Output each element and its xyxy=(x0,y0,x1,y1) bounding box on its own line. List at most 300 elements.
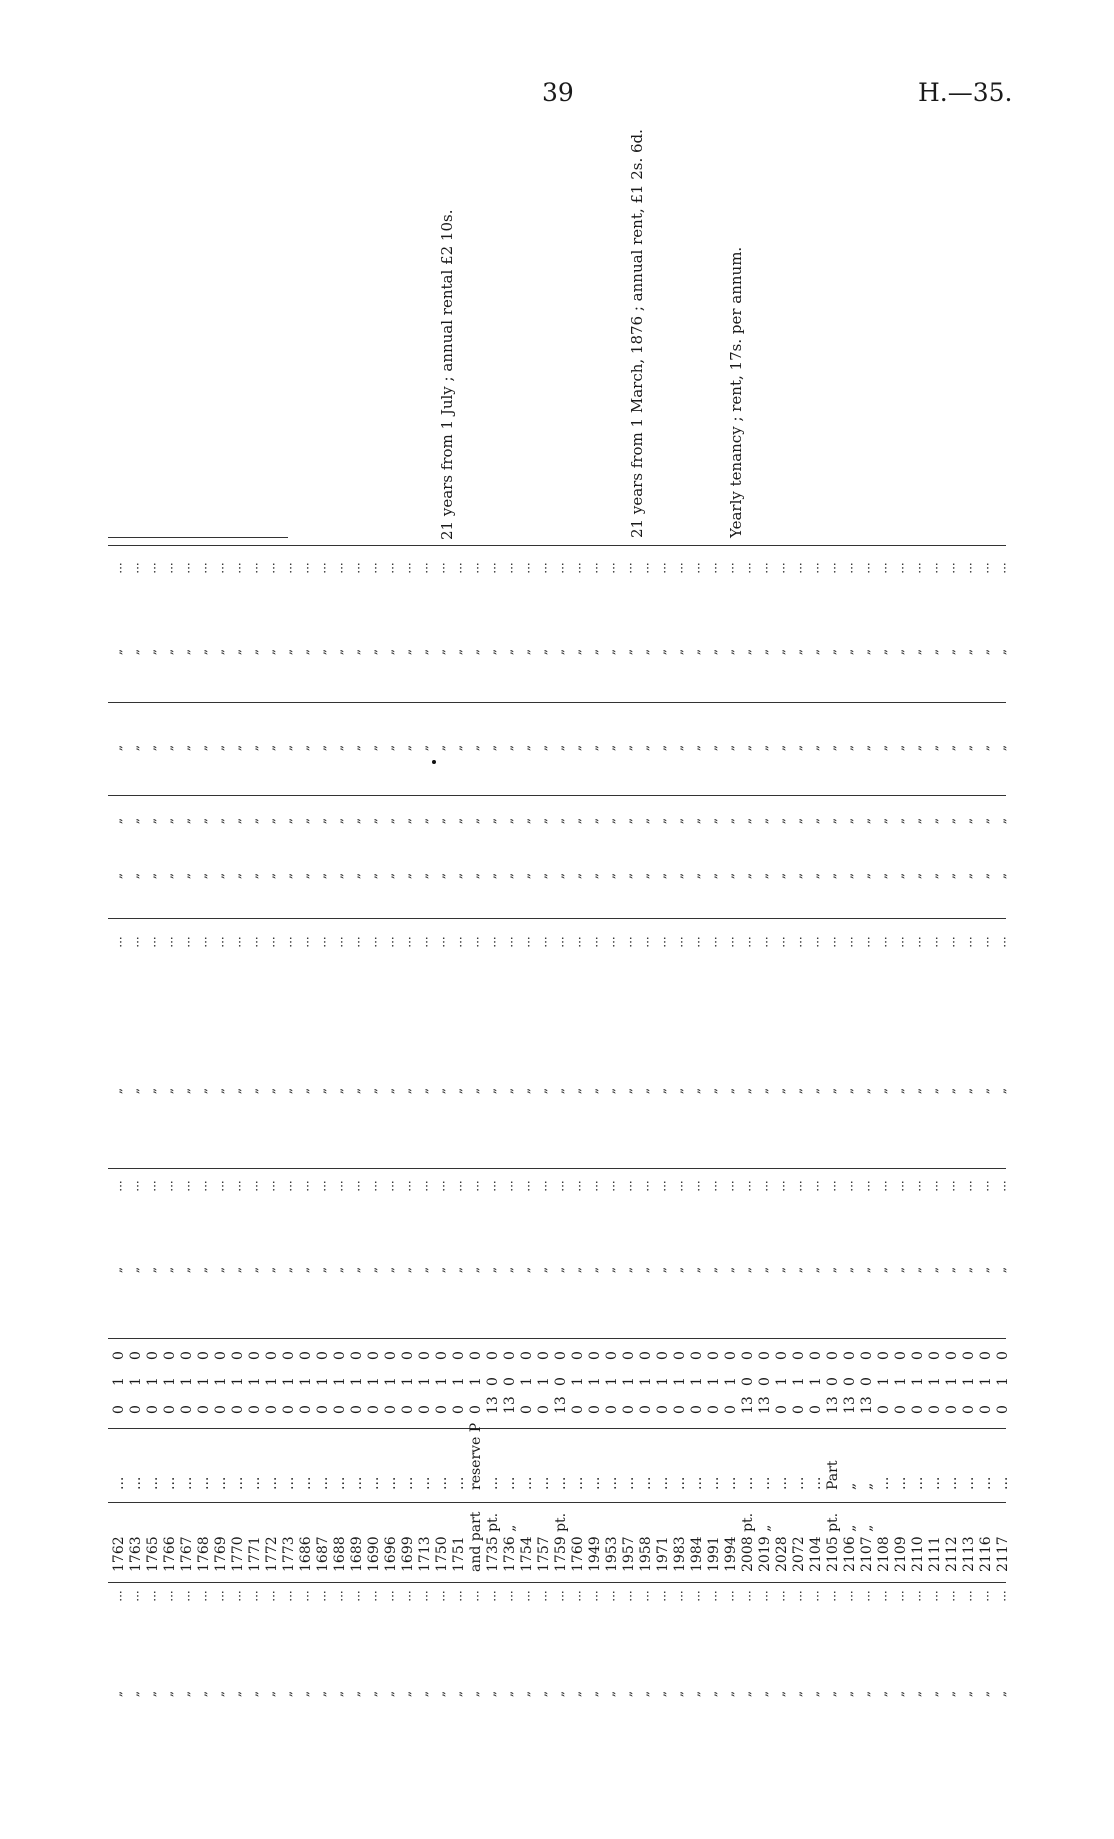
ditto-mark: „ xyxy=(195,1690,210,1698)
area-perches: 0 xyxy=(247,1405,263,1414)
area-perches: 0 xyxy=(451,1405,467,1414)
area-acres: 1 xyxy=(230,1377,246,1386)
dots-cell: ... xyxy=(110,1590,125,1602)
area-perches: 13 xyxy=(859,1396,875,1414)
dots-cell: ... xyxy=(824,562,839,574)
ditto-mark: „ xyxy=(280,1087,295,1095)
dots-cell: ... xyxy=(501,1180,516,1192)
ditto-mark: „ xyxy=(637,872,652,880)
ditto-mark: „ xyxy=(144,1690,159,1698)
ditto-mark: „ xyxy=(212,872,227,880)
dots-cell: ... xyxy=(977,1180,992,1192)
ditto-mark: „ xyxy=(246,817,261,825)
dots-cell: ... xyxy=(756,1590,771,1602)
dots-cell: ... xyxy=(365,936,380,948)
ditto-mark: „ xyxy=(637,744,652,752)
ditto-mark: „ xyxy=(756,817,771,825)
ditto-mark: „ xyxy=(705,872,720,880)
dots-cell: ... xyxy=(518,936,533,948)
area-perches: 0 xyxy=(604,1405,620,1414)
ditto-mark: „ xyxy=(892,1087,907,1095)
ditto-mark: „ xyxy=(807,1266,822,1274)
ditto-mark: „ xyxy=(535,744,550,752)
section-number: 2107 „ xyxy=(859,1524,875,1572)
section-number: 2106 „ xyxy=(842,1524,858,1572)
ditto-mark: „ xyxy=(552,872,567,880)
ditto-mark: „ xyxy=(280,1690,295,1698)
ditto-mark: „ xyxy=(110,1266,125,1274)
ditto-mark: „ xyxy=(467,1087,482,1095)
lease-note-c: Yearly tenancy ; rent, 17s. per annum. xyxy=(727,246,745,538)
dots-cell: ... xyxy=(416,1180,431,1192)
dots-cell: ... xyxy=(722,936,737,948)
ditto-mark: „ xyxy=(875,817,890,825)
qualifier-cell: ... xyxy=(638,1476,654,1490)
ditto-mark: „ xyxy=(195,1266,210,1274)
ditto-mark: „ xyxy=(824,1690,839,1698)
qualifier-cell: ... xyxy=(400,1476,416,1490)
section-number: 1766 xyxy=(162,1536,178,1572)
ditto-mark: „ xyxy=(246,744,261,752)
ditto-mark: „ xyxy=(212,1690,227,1698)
qualifier-cell: ... xyxy=(162,1476,178,1490)
ditto-mark: „ xyxy=(943,872,958,880)
area-acres: 1 xyxy=(944,1377,960,1386)
dots-cell: ... xyxy=(841,562,856,574)
ditto-mark: „ xyxy=(212,1266,227,1274)
ditto-mark: „ xyxy=(297,744,312,752)
dots-cell: ... xyxy=(569,1180,584,1192)
ditto-mark: „ xyxy=(773,648,788,656)
ditto-mark: „ xyxy=(705,1087,720,1095)
dots-cell: ... xyxy=(790,936,805,948)
ditto-mark: „ xyxy=(399,872,414,880)
ditto-mark: „ xyxy=(807,1087,822,1095)
dots-cell: ... xyxy=(484,562,499,574)
ditto-mark: „ xyxy=(688,817,703,825)
ditto-mark: „ xyxy=(212,648,227,656)
dots-cell: ... xyxy=(892,1590,907,1602)
area-roods: 0 xyxy=(791,1351,807,1360)
area-roods: 0 xyxy=(910,1351,926,1360)
ditto-mark: „ xyxy=(994,744,1009,752)
qualifier-cell: ... xyxy=(145,1476,161,1490)
ditto-mark: „ xyxy=(620,1690,635,1698)
dots-cell: ... xyxy=(603,1590,618,1602)
ditto-mark: „ xyxy=(586,1266,601,1274)
area-perches: 0 xyxy=(927,1405,943,1414)
ditto-mark: „ xyxy=(909,817,924,825)
section-number: 1687 xyxy=(315,1536,331,1572)
ditto-mark: „ xyxy=(841,872,856,880)
dots-cell: ... xyxy=(501,936,516,948)
section-number: 1765 xyxy=(145,1536,161,1572)
ditto-mark: „ xyxy=(994,1266,1009,1274)
area-perches: 0 xyxy=(961,1405,977,1414)
area-perches: 0 xyxy=(978,1405,994,1414)
ditto-mark: „ xyxy=(161,817,176,825)
ditto-mark: „ xyxy=(569,648,584,656)
ditto-mark: „ xyxy=(246,1266,261,1274)
dots-cell: ... xyxy=(654,562,669,574)
ditto-mark: „ xyxy=(314,648,329,656)
dots-cell: ... xyxy=(756,562,771,574)
ditto-mark: „ xyxy=(977,1266,992,1274)
dots-cell: ... xyxy=(501,562,516,574)
ditto-mark: „ xyxy=(365,872,380,880)
dots-cell: ... xyxy=(331,1590,346,1602)
qualifier-cell: ... xyxy=(706,1476,722,1490)
ditto-mark: „ xyxy=(518,648,533,656)
section-number: 1771 xyxy=(247,1536,263,1572)
ditto-mark: „ xyxy=(110,872,125,880)
ditto-mark: „ xyxy=(926,744,941,752)
ditto-mark: „ xyxy=(569,817,584,825)
dots-cell: ... xyxy=(297,936,312,948)
ditto-mark: „ xyxy=(501,872,516,880)
ditto-mark: „ xyxy=(688,872,703,880)
dots-cell: ... xyxy=(824,936,839,948)
area-roods: 0 xyxy=(196,1351,212,1360)
qualifier-cell: ... xyxy=(672,1476,688,1490)
ditto-mark: „ xyxy=(314,1690,329,1698)
section-number: 1686 xyxy=(298,1536,314,1572)
dots-cell: ... xyxy=(960,936,975,948)
qualifier-cell: Part xyxy=(825,1460,841,1490)
qualifier-cell: ... xyxy=(587,1476,603,1490)
dots-cell: ... xyxy=(671,936,686,948)
ditto-mark: „ xyxy=(960,872,975,880)
ditto-mark: „ xyxy=(688,648,703,656)
area-acres: 1 xyxy=(332,1377,348,1386)
dots-cell: ... xyxy=(399,1590,414,1602)
dots-cell: ... xyxy=(790,1590,805,1602)
ditto-mark: „ xyxy=(484,872,499,880)
section-number: 1763 xyxy=(128,1536,144,1572)
ditto-mark: „ xyxy=(178,648,193,656)
table-rule xyxy=(108,1502,1006,1503)
ditto-mark: „ xyxy=(195,648,210,656)
section-number: 1772 xyxy=(264,1536,280,1572)
qualifier-cell: ... xyxy=(519,1476,535,1490)
dots-cell: ... xyxy=(858,562,873,574)
ditto-mark: „ xyxy=(586,872,601,880)
area-perches: 0 xyxy=(366,1405,382,1414)
dots-cell: ... xyxy=(297,1590,312,1602)
area-roods: 0 xyxy=(145,1351,161,1360)
ditto-mark: „ xyxy=(654,648,669,656)
ditto-mark: „ xyxy=(603,744,618,752)
section-number: 2104 xyxy=(808,1536,824,1572)
ditto-mark: „ xyxy=(484,648,499,656)
dots-cell: ... xyxy=(246,562,261,574)
lease-note-a: 21 years from 1 July ; annual rental £2 10s. xyxy=(438,209,456,540)
section-number: 2117 xyxy=(995,1536,1011,1572)
dots-cell: ... xyxy=(654,936,669,948)
ditto-mark: „ xyxy=(297,1087,312,1095)
section-number: 1759 pt. xyxy=(553,1512,569,1572)
ditto-mark: „ xyxy=(263,1690,278,1698)
ditto-mark: „ xyxy=(484,1690,499,1698)
ditto-mark: „ xyxy=(467,872,482,880)
ditto-mark: „ xyxy=(671,648,686,656)
ditto-mark: „ xyxy=(501,744,516,752)
dots-cell: ... xyxy=(909,1180,924,1192)
ditto-mark: „ xyxy=(110,648,125,656)
area-acres: 1 xyxy=(893,1377,909,1386)
ditto-mark: „ xyxy=(603,648,618,656)
area-perches: 13 xyxy=(553,1396,569,1414)
ditto-mark: „ xyxy=(654,1266,669,1274)
ditto-mark: „ xyxy=(450,744,465,752)
dots-cell: ... xyxy=(586,1590,601,1602)
ditto-mark: „ xyxy=(637,1690,652,1698)
dots-cell: ... xyxy=(382,562,397,574)
ditto-mark: „ xyxy=(467,1266,482,1274)
dots-cell: ... xyxy=(484,936,499,948)
dots-cell: ... xyxy=(671,562,686,574)
area-acres: 1 xyxy=(383,1377,399,1386)
area-acres: 1 xyxy=(179,1377,195,1386)
ditto-mark: „ xyxy=(297,1266,312,1274)
ditto-mark: „ xyxy=(807,648,822,656)
area-acres: 1 xyxy=(298,1377,314,1386)
dots-cell: ... xyxy=(960,1590,975,1602)
ditto-mark: „ xyxy=(229,648,244,656)
ditto-mark: „ xyxy=(399,648,414,656)
ditto-mark: „ xyxy=(110,817,125,825)
dots-cell: ... xyxy=(773,562,788,574)
area-roods: 0 xyxy=(944,1351,960,1360)
dots-cell: ... xyxy=(586,936,601,948)
dots-cell: ... xyxy=(926,562,941,574)
area-perches: 13 xyxy=(740,1396,756,1414)
dots-cell: ... xyxy=(603,1180,618,1192)
ditto-mark: „ xyxy=(195,817,210,825)
ditto-mark: „ xyxy=(569,1266,584,1274)
dots-cell: ... xyxy=(807,1180,822,1192)
dots-cell: ... xyxy=(348,562,363,574)
ditto-mark: „ xyxy=(790,1266,805,1274)
ditto-mark: „ xyxy=(705,744,720,752)
ditto-mark: „ xyxy=(926,1266,941,1274)
ditto-mark: „ xyxy=(365,1087,380,1095)
dots-cell: ... xyxy=(688,1590,703,1602)
qualifier-cell: ... xyxy=(876,1476,892,1490)
dots-cell: ... xyxy=(246,1590,261,1602)
dots-cell: ... xyxy=(195,562,210,574)
ditto-mark: „ xyxy=(212,744,227,752)
dots-cell: ... xyxy=(637,562,652,574)
section-number: 1696 xyxy=(383,1536,399,1572)
ditto-mark: „ xyxy=(433,744,448,752)
dots-cell: ... xyxy=(433,1180,448,1192)
ditto-mark: „ xyxy=(841,648,856,656)
area-roods: 0 xyxy=(451,1351,467,1360)
ditto-mark: „ xyxy=(739,1087,754,1095)
area-roods: 0 xyxy=(927,1351,943,1360)
dots-cell: ... xyxy=(637,1180,652,1192)
dots-cell: ... xyxy=(739,936,754,948)
qualifier-cell: ... xyxy=(485,1476,501,1490)
section-number: 2112 xyxy=(944,1536,960,1572)
area-acres: 1 xyxy=(927,1377,943,1386)
ditto-mark: „ xyxy=(977,1690,992,1698)
area-roods: 0 xyxy=(502,1351,518,1360)
area-roods: 0 xyxy=(893,1351,909,1360)
area-perches: 0 xyxy=(638,1405,654,1414)
area-acres: 1 xyxy=(638,1377,654,1386)
area-roods: 0 xyxy=(315,1351,331,1360)
dots-cell: ... xyxy=(416,1590,431,1602)
area-roods: 0 xyxy=(383,1351,399,1360)
dots-cell: ... xyxy=(960,562,975,574)
ditto-mark: „ xyxy=(518,817,533,825)
qualifier-cell: ... xyxy=(383,1476,399,1490)
ditto-mark: „ xyxy=(416,1266,431,1274)
area-roods: 0 xyxy=(179,1351,195,1360)
area-roods: 0 xyxy=(247,1351,263,1360)
qualifier-cell: ... xyxy=(944,1476,960,1490)
ditto-mark: „ xyxy=(331,1690,346,1698)
ditto-mark: „ xyxy=(586,1087,601,1095)
ditto-mark: „ xyxy=(909,744,924,752)
ditto-mark: „ xyxy=(790,872,805,880)
dots-cell: ... xyxy=(790,1180,805,1192)
area-acres: 1 xyxy=(315,1377,331,1386)
area-perches: 0 xyxy=(128,1405,144,1414)
ditto-mark: „ xyxy=(722,1087,737,1095)
qualifier-cell: ... xyxy=(417,1476,433,1490)
ditto-mark: „ xyxy=(671,872,686,880)
dots-cell: ... xyxy=(501,1590,516,1602)
section-number: 1957 xyxy=(621,1536,637,1572)
ditto-mark: „ xyxy=(382,872,397,880)
dots-cell: ... xyxy=(178,936,193,948)
area-perches: 0 xyxy=(944,1405,960,1414)
area-perches: 0 xyxy=(808,1405,824,1414)
ditto-mark: „ xyxy=(365,817,380,825)
ditto-mark: „ xyxy=(909,648,924,656)
section-number: and part xyxy=(468,1511,484,1572)
dots-cell: ... xyxy=(994,1180,1009,1192)
dots-cell: ... xyxy=(246,936,261,948)
ditto-mark: „ xyxy=(807,872,822,880)
qualifier-cell: ... xyxy=(196,1476,212,1490)
section-number: 1767 xyxy=(179,1536,195,1572)
ditto-mark: „ xyxy=(841,744,856,752)
qualifier-cell: ... xyxy=(995,1476,1011,1490)
dots-cell: ... xyxy=(620,1180,635,1192)
dots-cell: ... xyxy=(756,936,771,948)
ditto-mark: „ xyxy=(756,1690,771,1698)
dots-cell: ... xyxy=(943,936,958,948)
ditto-mark: „ xyxy=(348,1690,363,1698)
ditto-mark: „ xyxy=(790,1690,805,1698)
ditto-mark: „ xyxy=(450,872,465,880)
ditto-mark: „ xyxy=(314,817,329,825)
dots-cell: ... xyxy=(263,936,278,948)
qualifier-cell: ... xyxy=(366,1476,382,1490)
ditto-mark: „ xyxy=(161,648,176,656)
ditto-mark: „ xyxy=(807,817,822,825)
ditto-mark: „ xyxy=(807,744,822,752)
dots-cell: ... xyxy=(314,1180,329,1192)
dots-cell: ... xyxy=(229,1180,244,1192)
dots-cell: ... xyxy=(841,1180,856,1192)
area-acres: 0 xyxy=(485,1377,501,1386)
area-perches: 0 xyxy=(383,1405,399,1414)
area-roods: 0 xyxy=(349,1351,365,1360)
dots-cell: ... xyxy=(858,936,873,948)
ditto-mark: „ xyxy=(416,817,431,825)
ditto-mark: „ xyxy=(875,744,890,752)
ditto-mark: „ xyxy=(671,1690,686,1698)
ditto-mark: „ xyxy=(926,872,941,880)
area-acres: 1 xyxy=(264,1377,280,1386)
ditto-mark: „ xyxy=(127,817,142,825)
dots-cell: ... xyxy=(127,936,142,948)
ditto-mark: „ xyxy=(263,648,278,656)
dots-cell: ... xyxy=(433,1590,448,1602)
area-roods: 0 xyxy=(995,1351,1011,1360)
ditto-mark: „ xyxy=(739,648,754,656)
dots-cell: ... xyxy=(569,562,584,574)
ditto-mark: „ xyxy=(586,744,601,752)
dots-cell: ... xyxy=(671,1180,686,1192)
dots-cell: ... xyxy=(433,562,448,574)
dots-cell: ... xyxy=(433,936,448,948)
ditto-mark: „ xyxy=(433,1087,448,1095)
ditto-mark: „ xyxy=(450,817,465,825)
area-acres: 1 xyxy=(145,1377,161,1386)
ditto-mark: „ xyxy=(518,1690,533,1698)
area-roods: 0 xyxy=(400,1351,416,1360)
ditto-mark: „ xyxy=(892,648,907,656)
ditto-mark: „ xyxy=(382,817,397,825)
area-acres: 1 xyxy=(723,1377,739,1386)
section-number: 1699 xyxy=(400,1536,416,1572)
section-number: 2110 xyxy=(910,1536,926,1572)
ditto-mark: „ xyxy=(433,1266,448,1274)
ditto-mark: „ xyxy=(110,744,125,752)
qualifier-cell: ... xyxy=(978,1476,994,1490)
area-perches: 0 xyxy=(434,1405,450,1414)
ditto-mark: „ xyxy=(586,817,601,825)
ditto-mark: „ xyxy=(518,744,533,752)
section-number: 2109 xyxy=(893,1536,909,1572)
area-acres: 1 xyxy=(349,1377,365,1386)
ditto-mark: „ xyxy=(926,648,941,656)
ditto-mark: „ xyxy=(331,817,346,825)
ditto-mark: „ xyxy=(637,1266,652,1274)
ditto-mark: „ xyxy=(994,1690,1009,1698)
ditto-mark: „ xyxy=(705,817,720,825)
area-acres: 1 xyxy=(434,1377,450,1386)
qualifier-cell: ... xyxy=(723,1476,739,1490)
dots-cell: ... xyxy=(365,1590,380,1602)
ditto-mark: „ xyxy=(943,1690,958,1698)
qualifier-cell: ... xyxy=(230,1476,246,1490)
qualifier-cell: ... xyxy=(247,1476,263,1490)
qualifier-cell: ... xyxy=(298,1476,314,1490)
area-perches: 13 xyxy=(485,1396,501,1414)
ditto-mark: „ xyxy=(603,817,618,825)
dots-cell: ... xyxy=(263,1180,278,1192)
ditto-mark: „ xyxy=(756,648,771,656)
qualifier-cell: ... xyxy=(111,1476,127,1490)
qualifier-cell: ... xyxy=(332,1476,348,1490)
